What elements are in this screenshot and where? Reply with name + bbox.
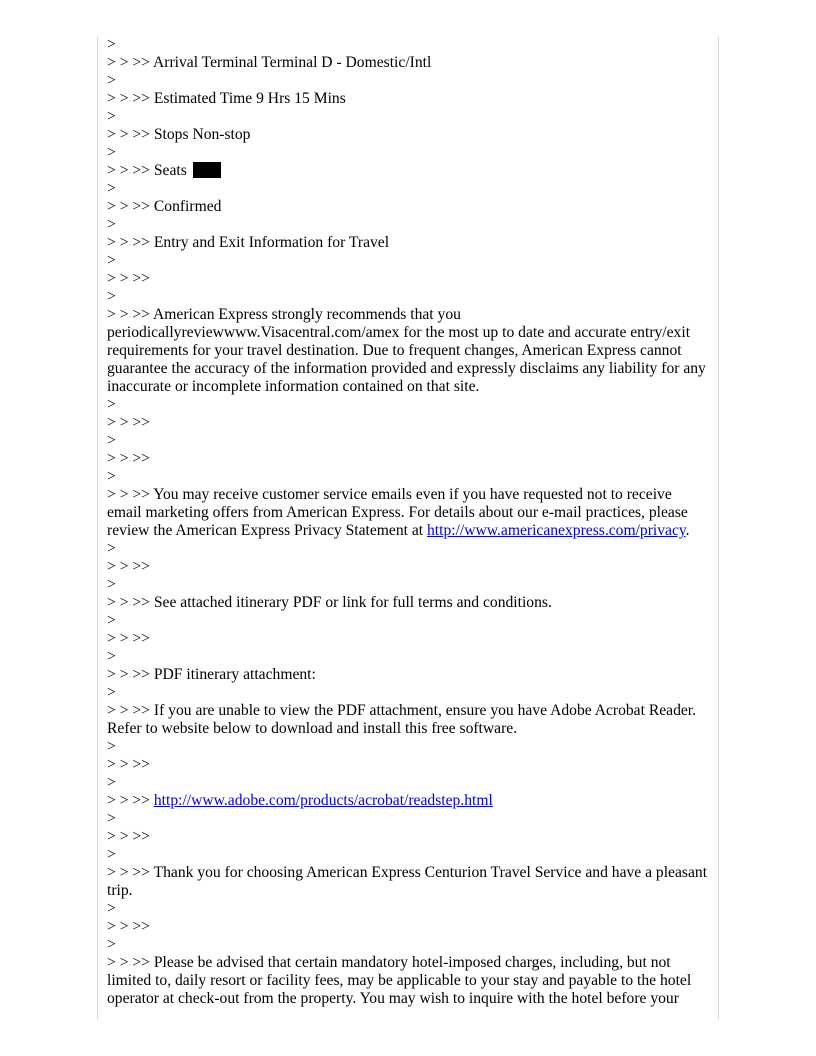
hotel-charges: > > >> Please be advised that certain mandatory hotel-imposed charges, including, but not limited to, daily resort or facility fees, may be applicable to your stay and payable to the hotel operator at check-out from the property. You may wish to inquire with the hotel before your: [107, 954, 692, 1007]
seats-line: [107, 162, 709, 180]
adobe-line: [107, 792, 709, 810]
quote-marker: >: [107, 36, 116, 53]
estimated-time: > > >> Estimated Time 9 Hrs 15 Mins: [107, 90, 346, 107]
empty-quote: > > >>: [107, 450, 150, 467]
quote-marker: >: [107, 288, 116, 305]
quote-marker: >: [107, 72, 116, 89]
quote-marker: >: [107, 108, 116, 125]
empty-quote: > > >>: [107, 918, 150, 935]
quote-marker: >: [107, 900, 116, 917]
empty-quote: > > >>: [107, 756, 150, 773]
entry-exit-heading: > > >> Entry and Exit Information for Travel: [107, 234, 390, 251]
seats-label: > > >> Seats: [107, 162, 191, 179]
stops: > > >> Stops Non-stop: [107, 126, 251, 143]
see-attached: > > >> See attached itinerary PDF or link for full terms and conditions.: [107, 594, 552, 611]
quote-marker: >: [107, 684, 116, 701]
seats-redaction: [193, 162, 221, 178]
pdf-attachment: > > >> PDF itinerary attachment:: [107, 666, 316, 683]
adobe-link[interactable]: http://www.adobe.com/products/acrobat/readstep.html: [153, 792, 493, 809]
service-emails-paragraph: [107, 486, 709, 540]
quote-marker: >: [107, 252, 116, 269]
empty-quote: > > >>: [107, 270, 150, 287]
quote-marker: >: [107, 774, 116, 791]
quote-marker: >: [107, 648, 116, 665]
quote-marker: >: [107, 738, 116, 755]
thank-you: > > >> Thank you for choosing American Express Centurion Travel Service and have a pleasant trip.: [107, 864, 708, 899]
quote-marker: >: [107, 540, 116, 557]
acrobat-note: > > >> If you are unable to view the PDF attachment, ensure you have Adobe Acrobat Reader. Refer to website below to download and install this free software.: [107, 702, 697, 737]
quote-marker: >: [107, 396, 116, 413]
quote-marker: >: [107, 216, 116, 233]
quote-marker: >: [107, 612, 116, 629]
empty-quote: > > >>: [107, 414, 150, 431]
recommend-paragraph: periodicallyreviewwww.Visacentral.com/amex for the most up to date and accurate entry/exit requirements for your travel destination. Due to frequent changes, American Express cannot guarantee the accuracy of the information provided and expressly disclaims any liability for any inaccurate or incomplete information contained on that site.: [107, 324, 706, 395]
confirmed: > > >> Confirmed: [107, 198, 222, 215]
privacy-link[interactable]: http://www.americanexpress.com/privacy: [427, 522, 686, 539]
quote-marker: >: [107, 846, 116, 863]
period: .: [685, 522, 690, 539]
empty-quote: > > >>: [107, 828, 150, 845]
recommend-intro: > > >> American Express strongly recommends that you: [107, 306, 461, 323]
quote-marker: >: [107, 144, 116, 161]
adobe-prefix: > > >>: [107, 792, 154, 809]
arrival-terminal: > > >> Arrival Terminal Terminal D - Domestic/Intl: [107, 54, 432, 71]
empty-quote: > > >>: [107, 630, 150, 647]
email-body: [107, 36, 709, 1008]
service-emails-text: > > >> You may receive customer service emails even if you have requested not to receive email marketing offers from American Express. For details about our e-mail practices, please review the American Express Privacy Statement at: [107, 486, 688, 539]
quote-marker: >: [107, 936, 116, 953]
quote-marker: >: [107, 432, 116, 449]
quote-marker: >: [107, 468, 116, 485]
empty-quote: > > >>: [107, 558, 150, 575]
quote-marker: >: [107, 576, 116, 593]
quote-marker: >: [107, 810, 116, 827]
quote-marker: >: [107, 180, 116, 197]
